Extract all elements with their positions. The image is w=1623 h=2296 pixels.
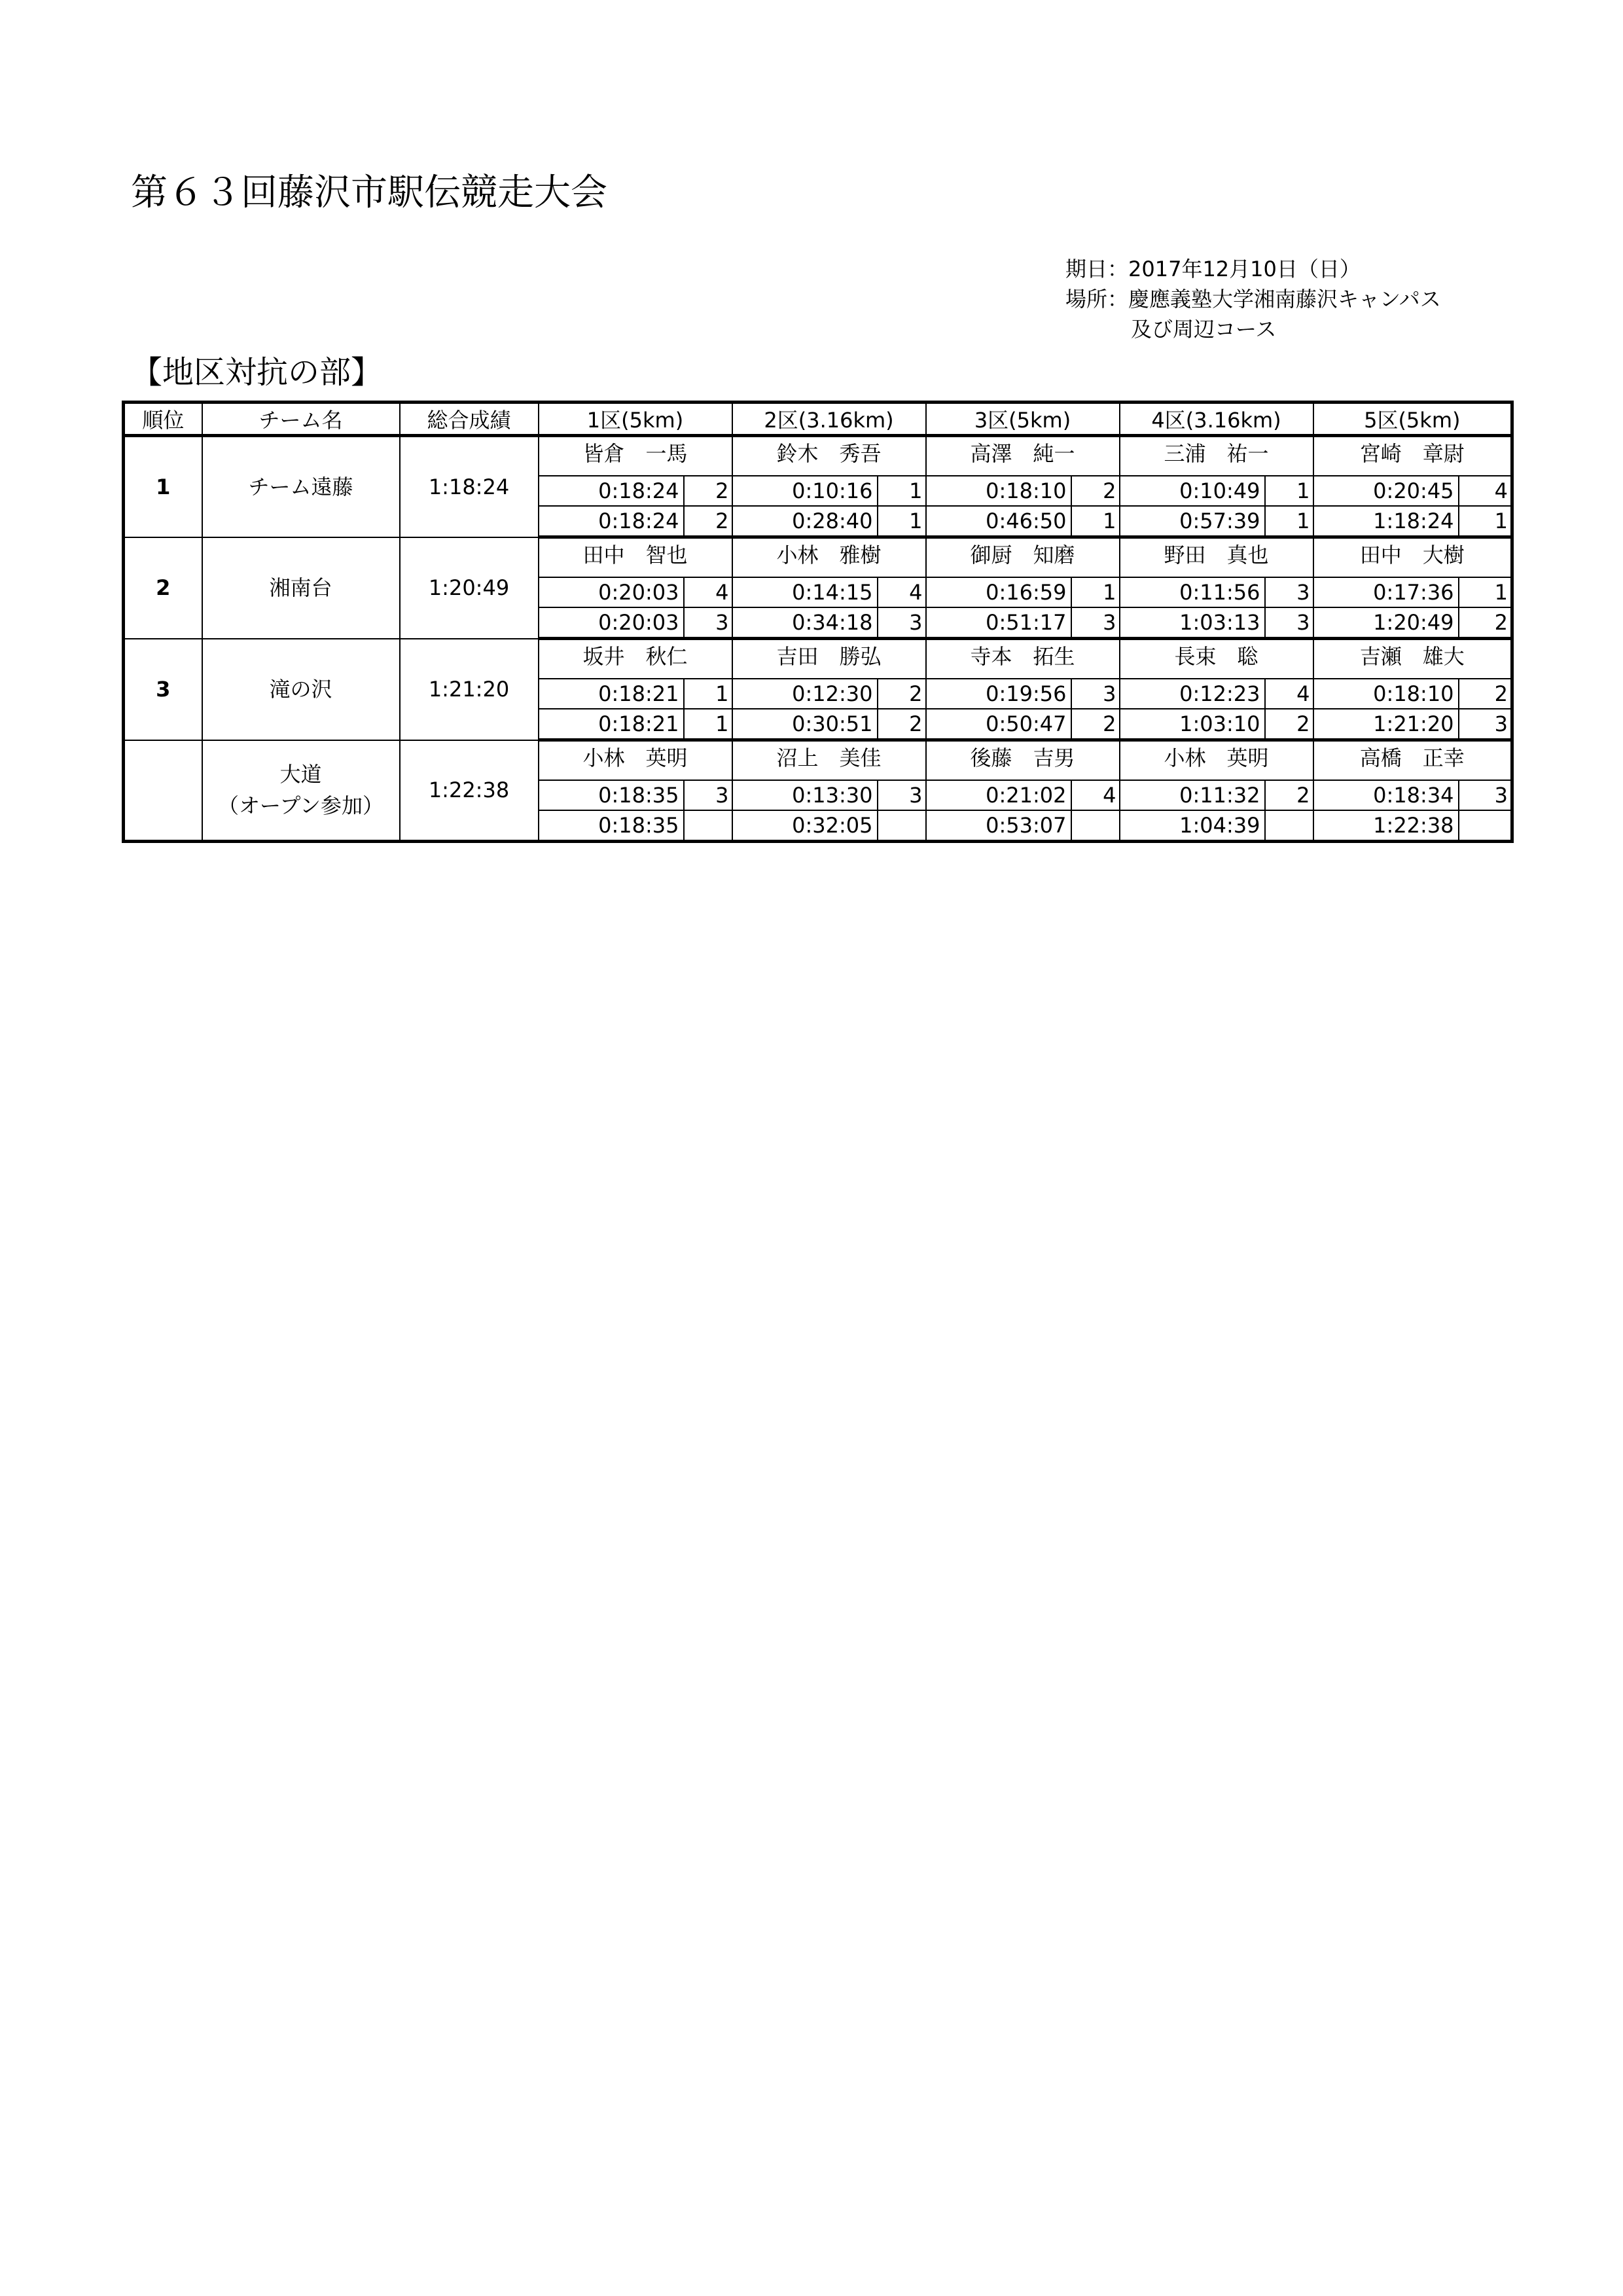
- leg-time: 0:17:36: [1313, 577, 1459, 607]
- team-total: 1:21:20: [400, 639, 539, 740]
- leg-rank: 4: [1265, 679, 1313, 709]
- leg-time: 0:11:32: [1120, 780, 1265, 810]
- team-name-cell: [202, 537, 400, 639]
- leg-time: 0:18:34: [1313, 780, 1459, 810]
- runner-name: 田中 大樹: [1313, 537, 1512, 578]
- cumulative-time: 1:04:39: [1120, 810, 1265, 842]
- team-name-cell: [202, 436, 400, 537]
- runner-name: 沼上 美佳: [732, 740, 926, 781]
- team-rank: 3: [124, 639, 202, 740]
- leg-rank: 1: [1265, 476, 1313, 506]
- cumulative-rank: 1: [878, 506, 926, 537]
- leg-time: 0:18:24: [539, 476, 684, 506]
- cumulative-rank: 1: [1459, 506, 1512, 537]
- runner-name: 御厨 知磨: [926, 537, 1120, 578]
- cumulative-time: 1:18:24: [1313, 506, 1459, 537]
- team-name-cell: [202, 639, 400, 740]
- leg-rank: 2: [1071, 476, 1120, 506]
- cumulative-rank: [878, 810, 926, 842]
- cumulative-rank: 3: [1265, 607, 1313, 639]
- runner-name: 野田 真也: [1120, 537, 1313, 578]
- cumulative-time: 1:20:49: [1313, 607, 1459, 639]
- leg-rank: 2: [684, 476, 732, 506]
- cumulative-time: 0:18:24: [539, 506, 684, 537]
- leg-time: 0:12:23: [1120, 679, 1265, 709]
- cumulative-rank: [684, 810, 732, 842]
- leg-rank: 4: [878, 577, 926, 607]
- cumulative-rank: 1: [684, 709, 732, 740]
- team-runner-row: [124, 436, 1512, 476]
- team-name: 滝の沢: [269, 677, 332, 702]
- leg-time: 0:21:02: [926, 780, 1071, 810]
- team-total: 1:20:49: [400, 537, 539, 639]
- cumulative-time: 0:18:35: [539, 810, 684, 842]
- runner-name: 鈴木 秀吾: [732, 436, 926, 476]
- team-rank: [124, 740, 202, 842]
- cumulative-time: 0:57:39: [1120, 506, 1265, 537]
- header-leg-2: 2区(3.16km): [732, 403, 926, 436]
- runner-name: 高澤 純一: [926, 436, 1120, 476]
- leg-time: 0:13:30: [732, 780, 878, 810]
- leg-time: 0:10:16: [732, 476, 878, 506]
- runner-name: 後藤 吉男: [926, 740, 1120, 781]
- leg-time: 0:20:03: [539, 577, 684, 607]
- leg-time: 0:18:35: [539, 780, 684, 810]
- leg-time: 0:20:45: [1313, 476, 1459, 506]
- leg-rank: 4: [1459, 476, 1512, 506]
- runner-name: 皆倉 一馬: [539, 436, 732, 476]
- cumulative-time: 0:53:07: [926, 810, 1071, 842]
- header-leg-4: 4区(3.16km): [1120, 403, 1313, 436]
- leg-rank: 2: [1459, 679, 1512, 709]
- cumulative-time: 0:20:03: [539, 607, 684, 639]
- page-title: 第６３回藤沢市駅伝競走大会: [131, 171, 607, 214]
- cumulative-time: 0:46:50: [926, 506, 1071, 537]
- cumulative-rank: 3: [684, 607, 732, 639]
- team-runner-row: [124, 740, 1512, 781]
- leg-time: 0:18:10: [1313, 679, 1459, 709]
- cumulative-time: 0:50:47: [926, 709, 1071, 740]
- leg-time: 0:14:15: [732, 577, 878, 607]
- cumulative-time: 1:21:20: [1313, 709, 1459, 740]
- runner-name: 小林 雅樹: [732, 537, 926, 578]
- cumulative-rank: 3: [878, 607, 926, 639]
- runner-name: 小林 英明: [539, 740, 732, 781]
- header-row: [124, 403, 1512, 436]
- runner-name: 宮崎 章尉: [1313, 436, 1512, 476]
- runner-name: 小林 英明: [1120, 740, 1313, 781]
- header-team: チーム名: [202, 403, 400, 436]
- section-title: 【地区対抗の部】: [131, 354, 383, 391]
- cumulative-time: 0:32:05: [732, 810, 878, 842]
- header-leg-3: 3区(5km): [926, 403, 1120, 436]
- team-name: 湘南台: [269, 575, 332, 600]
- event-place-continued: 及び周辺コース: [1131, 317, 1277, 342]
- team-runner-row: [124, 537, 1512, 578]
- leg-rank: 2: [1265, 780, 1313, 810]
- cumulative-rank: [1071, 810, 1120, 842]
- cumulative-rank: 2: [684, 506, 732, 537]
- leg-time: 0:19:56: [926, 679, 1071, 709]
- runner-name: 寺本 拓生: [926, 639, 1120, 679]
- event-meta: [1065, 254, 1441, 344]
- cumulative-time: 1:03:10: [1120, 709, 1265, 740]
- leg-rank: 1: [878, 476, 926, 506]
- results-table: [122, 401, 1514, 843]
- runner-name: 吉田 勝弘: [732, 639, 926, 679]
- runner-name: 田中 智也: [539, 537, 732, 578]
- runner-name: 長束 聡: [1120, 639, 1313, 679]
- cumulative-time: 1:03:13: [1120, 607, 1265, 639]
- leg-rank: 3: [1071, 679, 1120, 709]
- cumulative-time: 1:22:38: [1313, 810, 1459, 842]
- cumulative-time: 0:30:51: [732, 709, 878, 740]
- leg-time: 0:18:21: [539, 679, 684, 709]
- runner-name: 三浦 祐一: [1120, 436, 1313, 476]
- leg-time: 0:10:49: [1120, 476, 1265, 506]
- team-name: チーム遠藤: [248, 474, 353, 499]
- cumulative-rank: [1459, 810, 1512, 842]
- team-total: 1:18:24: [400, 436, 539, 537]
- team-total: 1:22:38: [400, 740, 539, 842]
- cumulative-rank: 1: [1071, 506, 1120, 537]
- leg-rank: 3: [684, 780, 732, 810]
- cumulative-time: 0:34:18: [732, 607, 878, 639]
- leg-rank: 4: [1071, 780, 1120, 810]
- leg-rank: 3: [878, 780, 926, 810]
- leg-time: 0:18:10: [926, 476, 1071, 506]
- runner-name: 高橋 正幸: [1313, 740, 1512, 781]
- leg-rank: 3: [1265, 577, 1313, 607]
- team-runner-row: [124, 639, 1512, 679]
- event-date: 期日：2017年12月10日（日）: [1065, 257, 1361, 281]
- cumulative-time: 0:18:21: [539, 709, 684, 740]
- leg-time: 0:11:56: [1120, 577, 1265, 607]
- runner-name: 坂井 秋仁: [539, 639, 732, 679]
- leg-rank: 3: [1459, 780, 1512, 810]
- header-rank: 順位: [124, 403, 202, 436]
- cumulative-rank: 2: [1459, 607, 1512, 639]
- cumulative-rank: 1: [1265, 506, 1313, 537]
- leg-rank: 2: [878, 679, 926, 709]
- header-leg-1: 1区(5km): [539, 403, 732, 436]
- leg-rank: 1: [1071, 577, 1120, 607]
- team-name: 大道: [279, 762, 322, 787]
- runner-name: 吉瀬 雄大: [1313, 639, 1512, 679]
- cumulative-time: 0:28:40: [732, 506, 878, 537]
- header-total: 総合成績: [400, 403, 539, 436]
- cumulative-rank: 3: [1459, 709, 1512, 740]
- team-note: （オープン参加）: [217, 793, 384, 819]
- leg-rank: 1: [684, 679, 732, 709]
- cumulative-rank: [1265, 810, 1313, 842]
- cumulative-rank: 2: [878, 709, 926, 740]
- header-leg-5: 5区(5km): [1313, 403, 1512, 436]
- event-place: 場所：慶應義塾大学湘南藤沢キャンパス: [1065, 287, 1441, 312]
- leg-rank: 1: [1459, 577, 1512, 607]
- leg-time: 0:12:30: [732, 679, 878, 709]
- leg-time: 0:16:59: [926, 577, 1071, 607]
- cumulative-time: 0:51:17: [926, 607, 1071, 639]
- team-rank: 2: [124, 537, 202, 639]
- leg-rank: 4: [684, 577, 732, 607]
- team-name-cell: [202, 740, 400, 842]
- team-rank: 1: [124, 436, 202, 537]
- cumulative-rank: 2: [1071, 709, 1120, 740]
- cumulative-rank: 2: [1265, 709, 1313, 740]
- cumulative-rank: 3: [1071, 607, 1120, 639]
- results-body: [124, 436, 1512, 842]
